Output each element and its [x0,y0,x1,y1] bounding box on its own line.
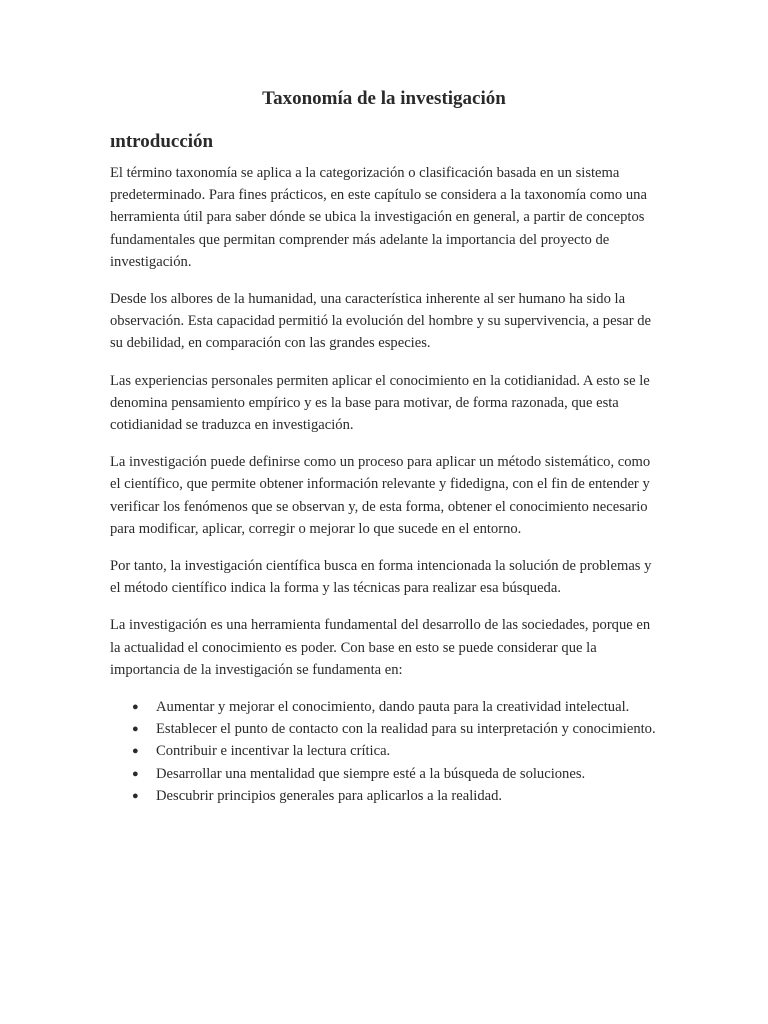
list-item-text: Desarrollar una mentalidad que siempre esté a la búsqueda de soluciones. [156,765,586,782]
paragraph-4: La investigación puede definirse como un proceso para aplicar un método sistemático, como el científico, que permite obtener información relevante y fidedigna, con el fin de entender y verificar los fenómenos que se observan y, de esta forma, obtener el conocimiento necesario para modificar, aplicar, corregir o mejorar lo que sucede en el entorno. [110,454,651,537]
list-item-text: Contribuir e incentivar la lectura crítica. [156,743,391,760]
list-item [132,785,658,807]
paragraph-3: Las experiencias personales permiten aplicar el conocimiento en la cotidianidad. A esto se le denomina pensamiento empírico y es la base para motivar, de forma razonada, que esta cotidianidad se traduzca en investigación. [110,372,650,434]
list-item [132,763,658,785]
bullet-icon: ● [132,767,139,780]
bullet-icon: ● [132,723,139,736]
paragraph-5: Por tanto, la investigación científica busca en forma intencionada la solución de problemas y el método científico indica la forma y las técnicas para realizar esa búsqueda. [110,558,652,597]
paragraph-6: La investigación es una herramienta fundamental del desarrollo de las sociedades, porque en la actualidad el conocimiento es poder. Con base en esto se puede considerar que la importancia de la investigación se fundamenta en: [110,617,651,678]
list-item [132,740,658,762]
document-title: Taxonomía de la investigación [262,88,506,109]
list-item-text: Establecer el punto de contacto con la realidad para su interpretación y conocimiento. [156,721,656,738]
bullet-icon: ● [132,789,139,802]
paragraph-2: Desde los albores de la humanidad, una característica inherente al ser humano ha sido la observación. Esta capacidad permitió la evolución del hombre y su supervivencia, a pesar de su debilidad, en comparación con las grandes especies. [110,291,651,352]
list-item-text: Aumentar y mejorar el conocimiento, dando pauta para la creatividad intelectual. [156,699,630,716]
bullet-icon: ● [132,745,139,758]
bullet-icon: ● [132,701,139,714]
section-heading: ıntroducción [110,131,214,152]
paragraph-1: El término taxonomía se aplica a la categorización o clasificación basada en un sistema predeterminado. Para fines prácticos, en este capítulo se considera a la taxonomía como una herramienta útil para saber dónde se ubica la investigación en general, a partir de conceptos fundamentales que permitan comprender más adelante la importancia del proyecto de investigación. [110,165,647,270]
list-item [132,718,658,740]
list-item-text: Descubrir principios generales para aplicarlos a la realidad. [156,787,503,804]
list-item [132,696,658,718]
bullet-list [110,696,658,807]
